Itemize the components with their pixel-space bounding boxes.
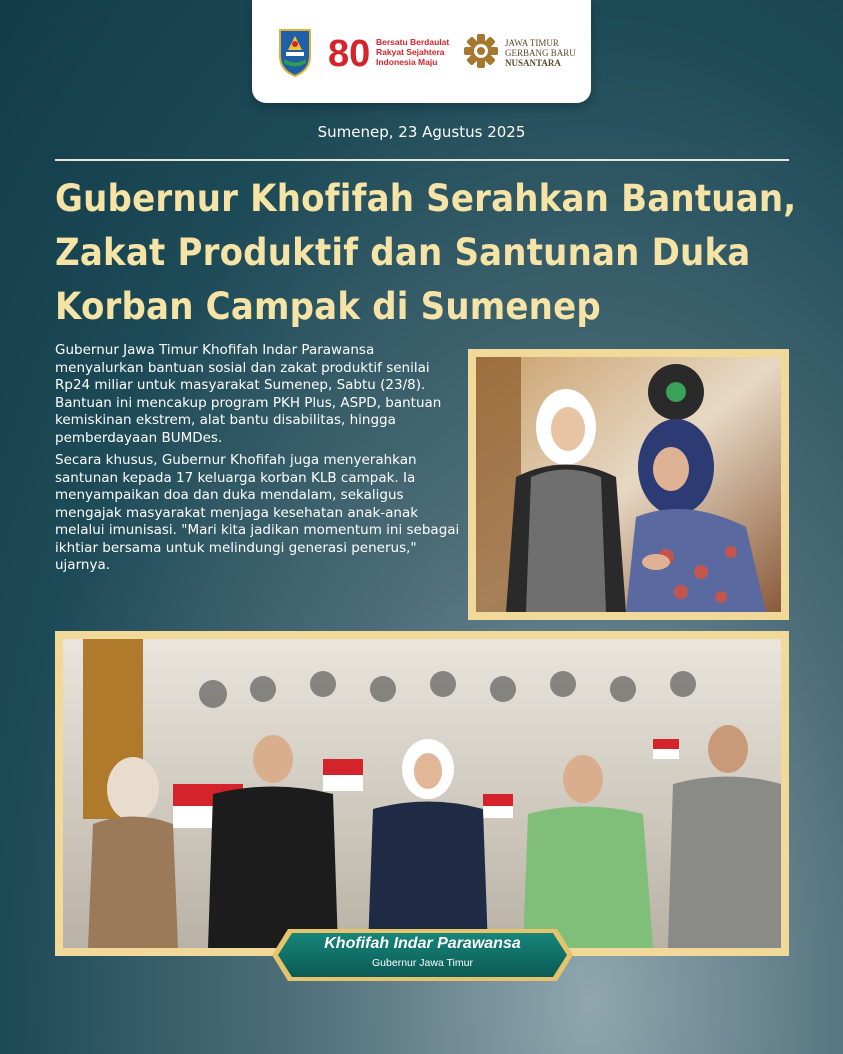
east-java-coat-of-arms-icon [276, 26, 314, 78]
headline-line-3: Korban Campak di Sumenep [55, 285, 601, 328]
photo-consoling-icon [476, 357, 781, 612]
headline-line-2: Zakat Produktif dan Santunan Duka [55, 231, 751, 274]
headline [55, 172, 797, 334]
gerbang-baru-nusantara-emblem-icon [462, 32, 500, 70]
article-body [55, 342, 460, 580]
photo-top-frame [468, 349, 789, 620]
logo-80-tagline: Bersatu Berdaulat Rakyat Sejahtera Indonesia Maju [376, 37, 450, 67]
name-banner [270, 927, 575, 983]
divider [55, 159, 789, 161]
headline-line-1: Gubernur Khofifah Serahkan Bantuan, [55, 177, 797, 220]
date-line: Sumenep, 23 Agustus 2025 [317, 123, 526, 141]
banner-name: Khofifah Indar Parawansa [324, 935, 521, 952]
logo-80-icon [328, 32, 374, 72]
paragraph-2: Secara khusus, Gubernur Khofifah juga menyerahkan santunan kepada 17 keluarga korban KLB campak. Ia menyampaikan doa dan duka mendalam, sekaligus mengajak masyarakat menjaga kesehatan anak-anak melalui imunisasi. "Mari kita jadikan momentum ini sebagai ikhtiar bersama untuk melindungi generasi penerus," ujarnya. [55, 452, 460, 573]
svg-text:80: 80 [328, 33, 371, 72]
header-logo-card [252, 0, 591, 103]
photo-crowd-flags-icon [63, 639, 781, 948]
logo-gbn-text: JAWA TIMUR GERBANG BARU NUSANTARA [505, 38, 576, 68]
paragraph-1: Gubernur Jawa Timur Khofifah Indar Parawansa menyalurkan bantuan sosial dan zakat produktif senilai Rp24 miliar untuk masyarakat Sumenep, Sabtu (23/8). Bantuan ini mencakup program PKH Plus, ASPD, bantuan kemiskinan ekstrem, alat bantu disabilitas, hingga pemberdayaan BUMDes. [55, 342, 442, 446]
banner-role: Gubernur Jawa Timur [372, 957, 473, 969]
photo-bottom-frame [55, 631, 789, 956]
